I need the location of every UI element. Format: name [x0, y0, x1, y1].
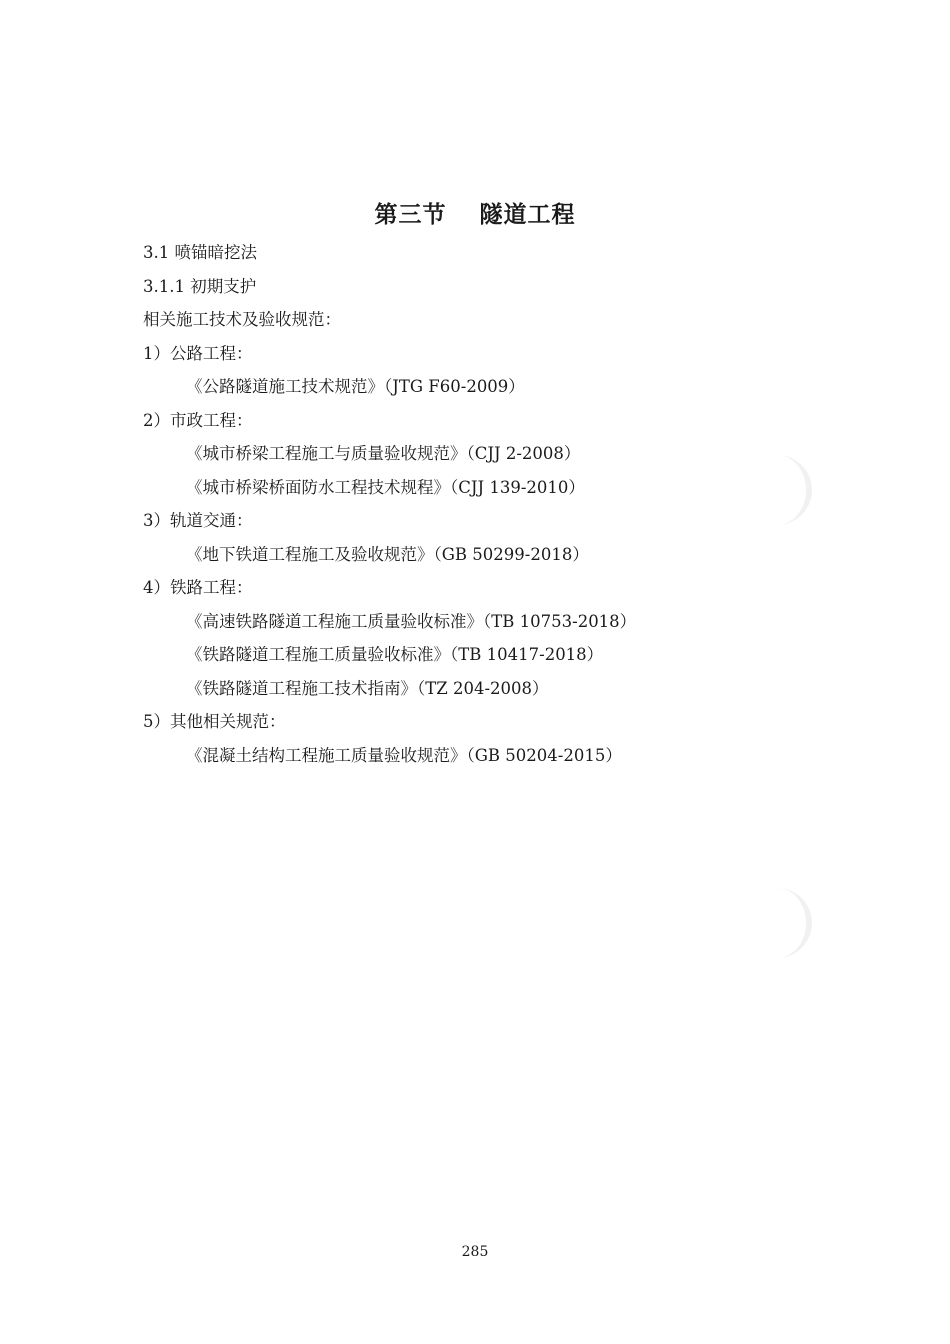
standard-reference-line: 《地下铁道工程施工及验收规范》（GB 50299-2018）	[186, 544, 589, 564]
standard-reference-line: 《混凝土结构工程施工质量验收规范》（GB 50204-2015）	[186, 745, 622, 765]
standard-reference-line: 《城市桥梁工程施工与质量验收规范》（CJJ 2-2008）	[186, 444, 581, 463]
text-line: 3.1.1 初期支护	[143, 276, 257, 296]
standard-reference-line: 《公路隧道施工技术规范》（JTG F60-2009）	[186, 377, 525, 396]
standard-reference-line: 《城市桥梁桥面防水工程技术规程》（CJJ 139-2010）	[186, 477, 585, 497]
standard-reference-line: 《铁路隧道工程施工技术指南》（TZ 204-2008）	[186, 678, 549, 698]
standard-reference-line: 《铁路隧道工程施工质量验收标准》（TB 10417-2018）	[186, 645, 604, 664]
text-line: 3）轨道交通：	[143, 511, 253, 530]
text-line: 3.1 喷锚暗挖法	[143, 243, 257, 262]
scan-artifact	[770, 888, 812, 958]
page-number: 285	[461, 1244, 489, 1260]
text-line: 5）其他相关规范：	[143, 712, 286, 731]
text-line: 2）市政工程：	[143, 410, 253, 430]
text-line: 4）铁路工程：	[143, 578, 253, 597]
text-line: 相关施工技术及验收规范：	[143, 310, 341, 329]
text-line: 1）公路工程：	[143, 343, 253, 363]
document-body	[143, 236, 843, 772]
standard-reference-line: 《高速铁路隧道工程施工质量验收标准》（TB 10753-2018）	[186, 611, 637, 631]
section-title: 第三节 隧道工程	[374, 202, 576, 228]
